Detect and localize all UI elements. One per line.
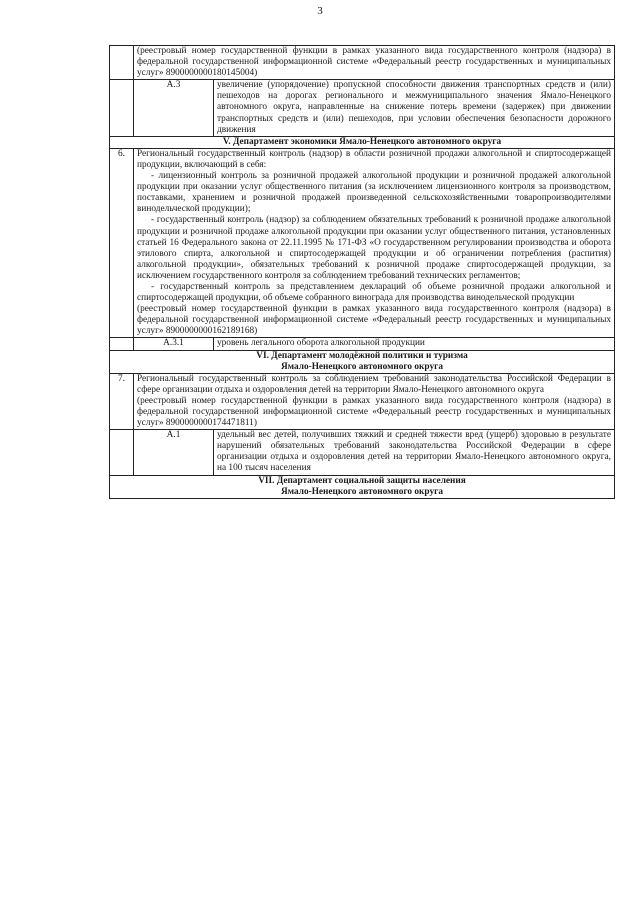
section-title — [110, 475, 615, 498]
table-row — [110, 338, 615, 350]
section-title: V. Департамент экономики Ямало-Ненецкого автономного округа — [110, 136, 615, 148]
page-number: 3 — [317, 5, 323, 17]
table-row — [110, 80, 615, 136]
table-row — [110, 373, 615, 429]
item-text: Региональный государственный контроль за соблюдением требований законодательства Российской Федерации в сфере организации отдыха и оздоровления детей на территории Ямало-Ненецкого автономного округа — [137, 373, 611, 395]
item-number: 7. — [110, 373, 134, 429]
section-title-line1: VI. Департамент молодёжной политики и туризма — [256, 350, 468, 361]
table-row — [110, 430, 615, 475]
indicator-code: А.3 — [134, 80, 214, 136]
section-title-line1: VII. Департамент социальной защиты населения — [258, 475, 466, 486]
control-types-table — [109, 45, 615, 499]
registry-cell: (реестровый номер государственной функции в рамках указанного вида государственного контроля (надзора) в федеральной государственной информационной системе «Федеральный реестр государственных и муниципальных услуг» 8900000000180145004) — [134, 46, 615, 80]
number-cell — [110, 46, 134, 80]
control-description — [134, 373, 615, 429]
control-description — [134, 148, 615, 338]
section-title-line2: Ямало-Ненецкого автономного округа — [281, 486, 443, 497]
section-header-row — [110, 350, 615, 373]
bullet-retail-control: - государственный контроль (надзор) за соблюдением обязательных требований к розничной продаже алкогольной продукции и розничной продаже алкогольной продукции при оказании услуг общественного питания, установленных статьей 16 Федерального закона от 22.11.1995 № 171-ФЗ «О государственном регулировании производства и оборота этилового спирта, алкогольной и спиртосодержащей продукции и об ограничении потребления (распития) алкогольной продукции», обязательных требований к розничной продаже спиртосодержащей продукции, за исключением государственного контроля за соблюдением требований технических регламентов; — [137, 215, 611, 281]
registry-number: (реестровый номер государственной функции в рамках указанного вида государственного контроля (надзора) в федеральной государственной информационной системе «Федеральный реестр государственных и муниципальных услуг» 8900000000174471811) — [137, 395, 611, 429]
bullet-licensing: - лицензионный контроль за розничной продажей алкогольной продукции и розничной продажей алкогольной продукции при оказании услуг общественного питания (за исключением лицензионного контроля за производством, поставками, хранением и розничной продажей произведенной сельскохозяйственными товаропроизводителями винодельческой продукции); — [137, 171, 611, 215]
table-row — [110, 46, 615, 80]
registry-number: (реестровый номер государственной функции в рамках указанного вида государственного контроля (надзора) в федеральной государственной информационной системе «Федеральный реестр государственных и муниципальных услуг» 8900000000162189168) — [137, 304, 611, 337]
indicator-code: А.1 — [134, 430, 214, 475]
bullet-declarations: - государственный контроль за представлением деклараций об объеме розничной продажи алкогольной и спиртосодержащей продукции, об объеме собранного винограда для производства винодельческой продукции — [137, 281, 611, 304]
section-title-line2: Ямало-Ненецкого автономного округа — [281, 361, 443, 372]
number-cell — [110, 338, 134, 350]
indicator-text: удельный вес детей, получивших тяжкий и средней тяжести вред (ущерб) здоровью в результате нарушений обязательных требований законодательства Российской Федерации в сфере организации отдыха и оздоровления детей на территории Ямало-Ненецкого автономного округа, на 100 тысяч населения — [214, 430, 615, 475]
indicator-text: увеличение (упорядочение) пропускной способности движения транспортных средств и (или) пешеходов на дорогах регионального и межмуниципального значения Ямало-Ненецкого автономного округа, направленные на снижение потерь времени (задержек) при движении транспортных средств и (или) пешеходов, при условии обеспечения безопасности дорожного движения — [214, 80, 615, 136]
number-cell — [110, 430, 134, 475]
indicator-text: уровень легального оборота алкогольной продукции — [214, 338, 615, 350]
section-title — [110, 350, 615, 373]
section-header-row — [110, 136, 615, 148]
item-intro: Региональный государственный контроль (надзор) в области розничной продажи алкогольной и спиртосодержащей продукции, включающий в себя: — [137, 148, 611, 170]
section-header-row — [110, 475, 615, 498]
number-cell — [110, 80, 134, 136]
table-row — [110, 148, 615, 338]
indicator-code: А.3.1 — [134, 338, 214, 350]
item-number: 6. — [110, 148, 134, 338]
